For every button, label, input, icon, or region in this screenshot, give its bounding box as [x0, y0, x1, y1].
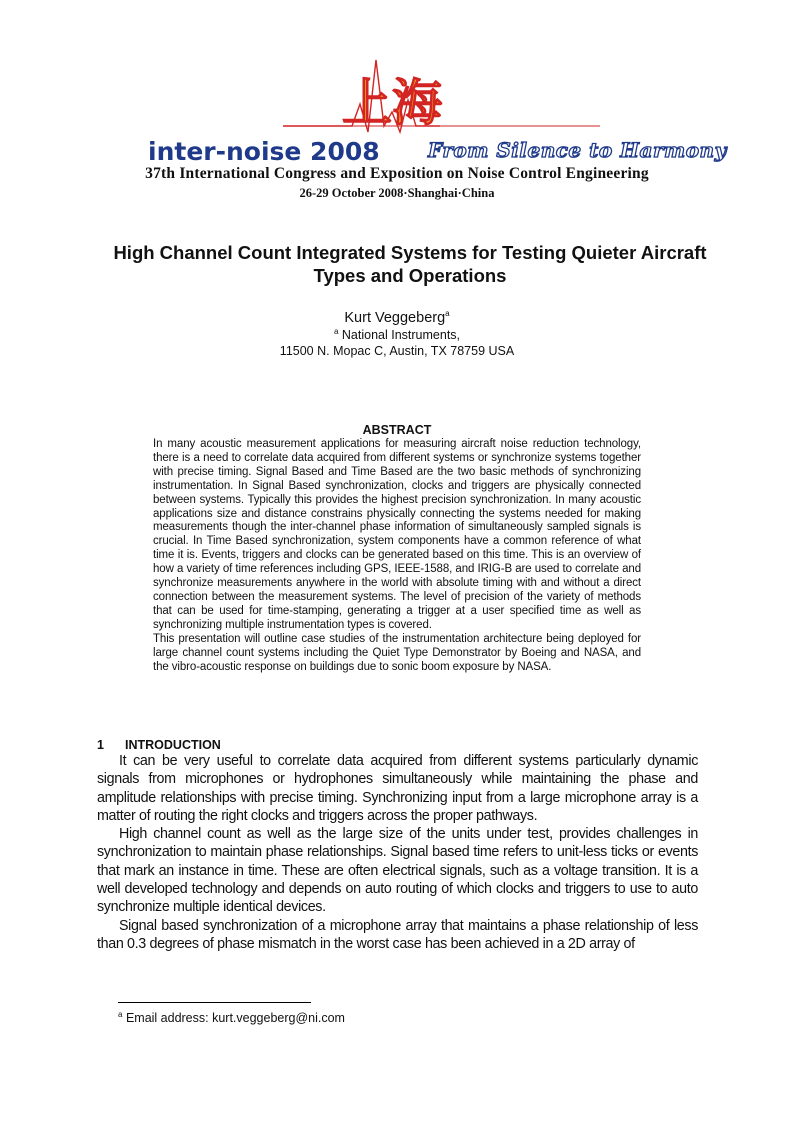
conference-name: 37th International Congress and Exposition on Noise Control Engineering: [145, 165, 649, 182]
author: [0, 310, 794, 326]
logo-graphic: [0, 0, 794, 170]
abstract-body: [153, 438, 641, 674]
footnote-text: Email address: kurt.veggeberg@ni.com: [125, 1011, 345, 1025]
conference-logo: [0, 0, 794, 170]
section-number: 1: [97, 738, 104, 752]
author-name: Kurt Veggeberg: [344, 310, 446, 326]
paper-title: High Channel Count Integrated Systems for Testing Quieter Aircraft Types and Operations: [113, 242, 707, 286]
body-paragraph: High channel count as well as the large size of the units under test, provides challenges in synchronization to maintain phase relationships. Signal based time refers to unit-less ticks or events that mark an instance in time. These are often electrical signals, such as a voltage transition. It is a well developed technology and depends on auto routing of which clocks and triggers to use to auto synchronize multiple identical devices.: [97, 826, 698, 916]
logo-chinese-text: 上海: [342, 73, 442, 132]
section-heading-introduction: [97, 738, 221, 752]
logo-slogan: From Silence to Harmony: [428, 138, 727, 162]
abstract-heading: ABSTRACT: [362, 423, 432, 437]
body-paragraph: Signal based synchronization of a microphone array that maintains a phase relationship of less than 0.3 degrees of phase mismatch in the worst case has been achieved in a 2D array of: [97, 917, 698, 952]
section-title: INTRODUCTION: [125, 738, 221, 752]
footnote-marker: a: [118, 1009, 123, 1019]
affiliation: [0, 327, 794, 359]
body-paragraph: It can be very useful to correlate data acquired from different systems particularly dynamic signals from microphones or hydrophones simultaneously while maintaining the phase and amplitude relationships with precise timing. Synchronizing input from a large microphone array is a matter of routing the right clocks and triggers across the proper pathways.: [97, 753, 698, 824]
footnote: [118, 1011, 345, 1025]
abstract-paragraph-1: In many acoustic measurement applications for measuring aircraft noise reduction technology, there is a need to correlate data acquired from different systems or synchronize systems together with precise timing. Signal Based and Time Based are the two basic methods of synchronizing instrumentation. In Signal Based synchronization, clocks and triggers are physically connected between systems. Typically this provides the highest precision synchronization. In many acoustic applications size and distance constrains physically connecting the systems needed for making measurements though the inter-channel phase information of simultaneously sampled signals is crucial. In Time Based synchronization, system components have a common reference of what time it is. Events, triggers and clocks can be generated based on this time. This is an overview of how a variety of time references including GPS, IEEE-1588, and IRIG-B are used to correlate and synchronize measurements anywhere in the world with absolute timing with and without a direct connection between the measurement systems. The level of precision of the variety of methods that can be used for time-stamping, generating a trigger at a user specified time as well as synchronizing multiple instrumentation types is covered.: [153, 438, 641, 631]
author-marker: a: [445, 309, 450, 319]
logo-text: inter-noise 2008: [148, 137, 380, 166]
conference-date: 26-29 October 2008·Shanghai·China: [299, 186, 495, 200]
abstract-paragraph-2: This presentation will outline case studies of the instrumentation architecture being deployed for large channel count systems including the Quiet Type Demonstrator by Boeing and NASA, and the vibro-acoustic response on buildings due to sonic boom exposure by NASA.: [153, 632, 641, 673]
introduction-body: [97, 752, 698, 953]
affiliation-name: National Instruments,: [341, 328, 461, 342]
affiliation-marker: a: [333, 326, 339, 336]
footnote-divider: [118, 1002, 311, 1003]
affiliation-address: 11500 N. Mopac C, Austin, TX 78759 USA: [279, 344, 515, 358]
